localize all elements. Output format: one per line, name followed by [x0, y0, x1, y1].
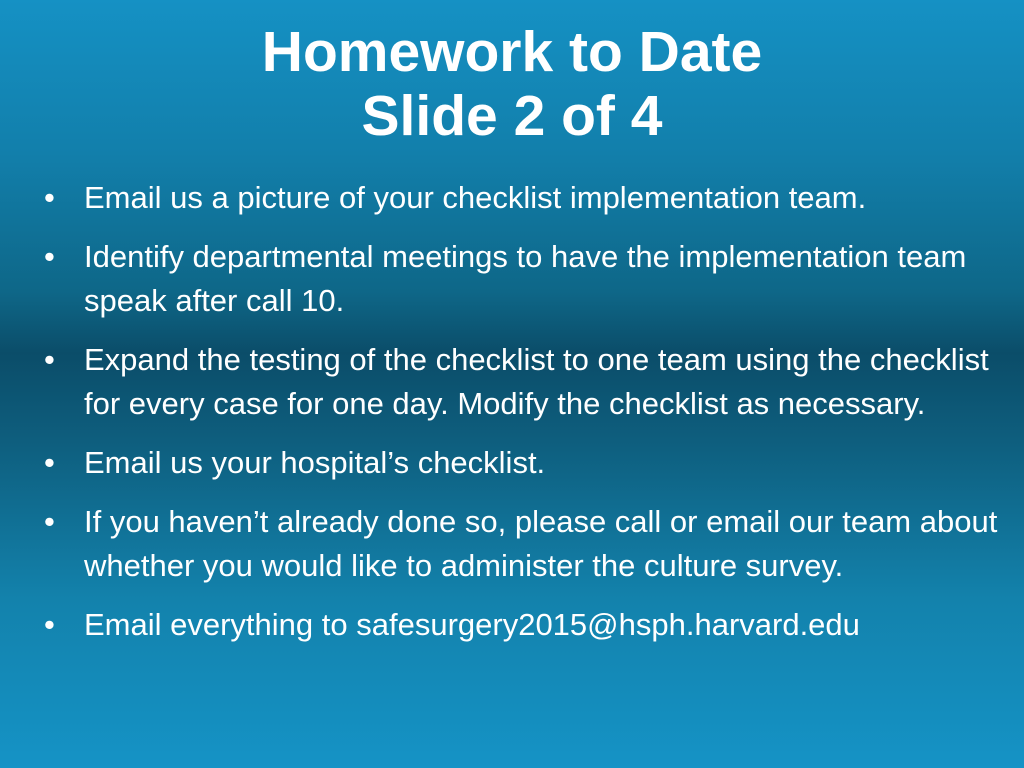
bullet-item: [44, 500, 1004, 588]
bullet-point-icon: •: [44, 504, 55, 539]
bullet-text: Identify departmental meetings to have the implementation team speak after call 10.: [84, 239, 967, 318]
bullet-item: [44, 603, 1004, 647]
bullet-text: Expand the testing of the checklist to one team using the checklist for every case for one day. Modify the checklist as necessary.: [84, 342, 989, 421]
bullet-text: Email us your hospital’s checklist.: [84, 445, 546, 480]
bullet-point-icon: •: [44, 180, 55, 215]
bullet-text: If you haven’t already done so, please call or email our team about whether you would like to administer the culture survey.: [84, 504, 998, 583]
bullet-item: [44, 176, 1004, 220]
bullet-list: [44, 176, 1004, 662]
bullet-point-icon: •: [44, 607, 55, 642]
title-line-1: Homework to Date: [261, 20, 763, 84]
slide-title: [0, 20, 1024, 148]
bullet-item: [44, 235, 1004, 323]
bullet-point-icon: •: [44, 239, 55, 274]
bullet-text: Email everything to safesurgery2015@hsph.harvard.edu: [84, 607, 860, 642]
title-line-2: Slide 2 of 4: [361, 84, 663, 148]
bullet-text: Email us a picture of your checklist implementation team.: [84, 180, 867, 215]
bullet-point-icon: •: [44, 445, 55, 480]
bullet-item: [44, 441, 1004, 485]
bullet-point-icon: •: [44, 342, 55, 377]
bullet-item: [44, 338, 1004, 426]
